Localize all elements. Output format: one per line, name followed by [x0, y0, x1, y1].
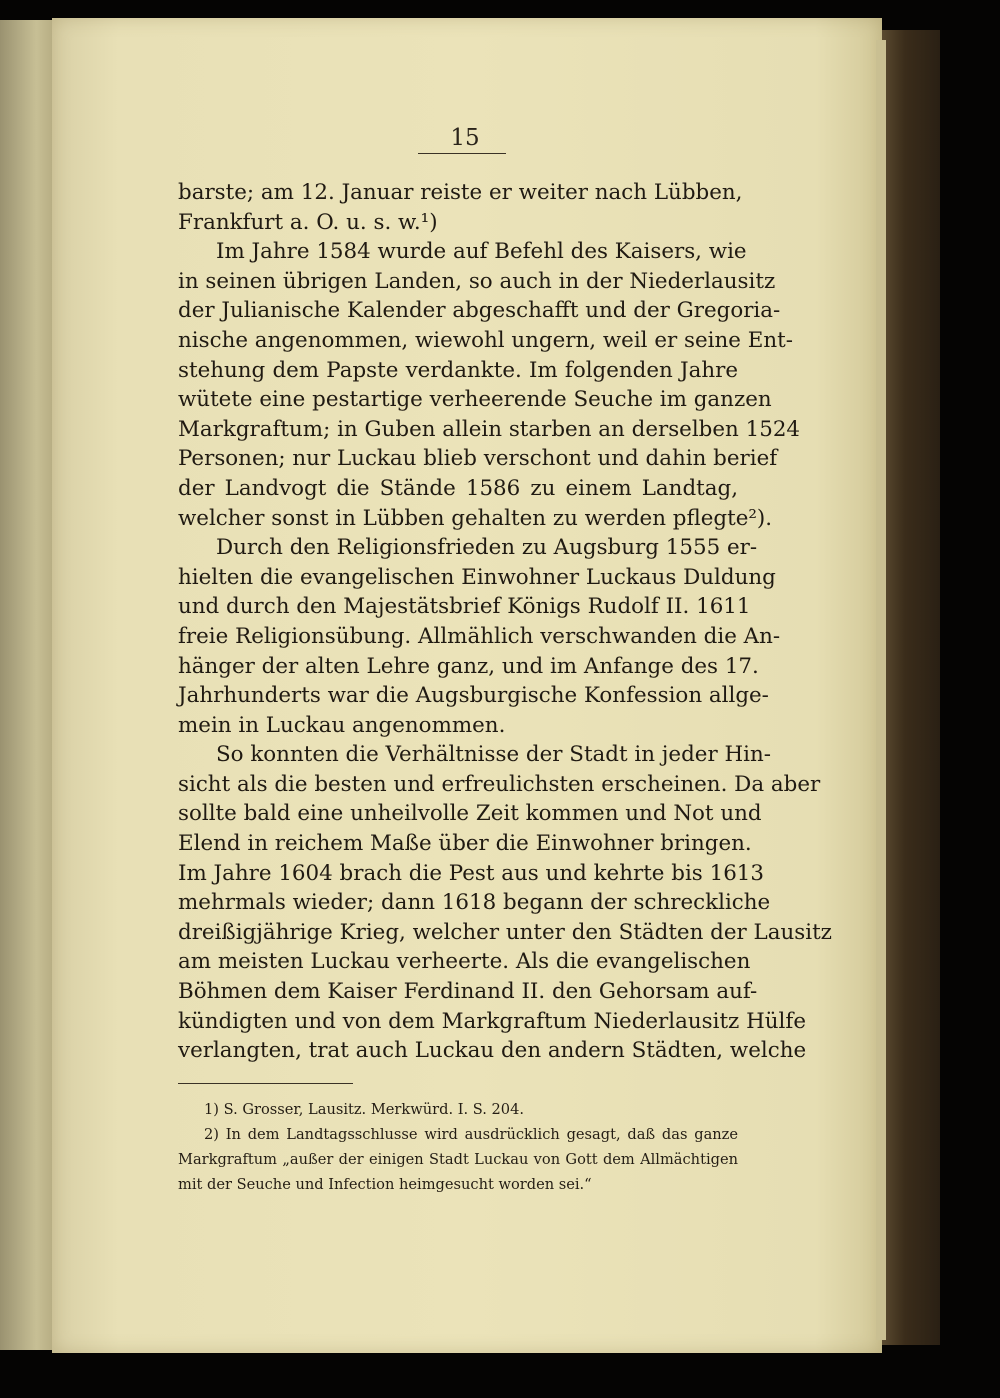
- text-line: mehrmals wieder; dann 1618 begann der schreckliche: [178, 890, 771, 916]
- book-cover-edge: [882, 30, 940, 1345]
- page-number: 15: [450, 125, 480, 151]
- body-text: [178, 178, 832, 1066]
- text-line: dreißigjährige Krieg, welcher unter den Städten der Lausitz: [178, 919, 832, 945]
- text-line: welcher sonst in Lübben gehalten zu werden pflegte²).: [178, 505, 773, 531]
- text-line: Markgraftum; in Guben allein starben an derselben 1524: [178, 416, 801, 442]
- text-line: So konnten die Verhältnisse der Stadt in jeder Hin-: [216, 742, 771, 768]
- text-line: Jahrhunderts war die Augsburgische Konfession allge-: [178, 683, 769, 709]
- text-line: Im Jahre 1584 wurde auf Befehl des Kaisers, wie: [216, 239, 747, 265]
- text-line: sicht als die besten und erfreulichsten erscheinen. Da aber: [178, 771, 821, 797]
- text-line: in seinen übrigen Landen, so auch in der Niederlausitz: [178, 268, 776, 294]
- footnote-line: mit der Seuche und Infection heimgesucht worden sei.“: [178, 1176, 592, 1193]
- text-line: kündigten und von dem Markgraftum Niederlausitz Hülfe: [178, 1008, 806, 1034]
- footnotes: [178, 1097, 738, 1197]
- text-line: Durch den Religionsfrieden zu Augsburg 1555 er-: [216, 535, 758, 561]
- text-line: mein in Luckau angenommen.: [178, 712, 506, 738]
- text-line: stehung dem Papste verdankte. Im folgenden Jahre: [178, 357, 738, 383]
- text-line: Im Jahre 1604 brach die Pest aus und kehrte bis 1613: [178, 860, 765, 886]
- text-line: Frankfurt a. O. u. s. w.¹): [178, 209, 438, 235]
- text-line: und durch den Majestätsbrief Königs Rudolf II. 1611: [178, 594, 751, 620]
- text-line: Böhmen dem Kaiser Ferdinand II. den Gehorsam auf-: [178, 979, 758, 1005]
- text-line: Personen; nur Luckau blieb verschont und dahin berief: [178, 446, 778, 472]
- footnote-rule: [178, 1083, 353, 1084]
- text-line: sollte bald eine unheilvolle Zeit kommen und Not und: [178, 801, 762, 827]
- footnote-line: 2) In dem Landtagsschlusse wird ausdrücklich gesagt, daß das ganze: [204, 1126, 738, 1143]
- facing-page-edge: [0, 20, 52, 1350]
- footnote-line: 1) S. Grosser, Lausitz. Merkwürd. I. S. 204.: [204, 1101, 525, 1118]
- text-line: der Landvogt die Stände 1586 zu einem Landtag,: [178, 475, 738, 501]
- text-line: freie Religionsübung. Allmählich verschwanden die An-: [178, 623, 781, 649]
- text-line: verlangten, trat auch Luckau den andern Städten, welche: [178, 1038, 807, 1064]
- text-line: barste; am 12. Januar reiste er weiter nach Lübben,: [178, 180, 743, 205]
- text-line: nische angenommen, wiewohl ungern, weil er seine Ent-: [178, 327, 793, 353]
- text-line: wütete eine pestartige verheerende Seuche im ganzen: [178, 387, 772, 413]
- text-line: Elend in reichem Maße über die Einwohner bringen.: [178, 831, 752, 857]
- page-number-rule: [418, 153, 506, 154]
- text-line: der Julianische Kalender abgeschafft und der Gregoria-: [178, 298, 781, 324]
- text-line: hänger der alten Lehre ganz, und im Anfange des 17.: [178, 653, 759, 679]
- footnote-line: Markgraftum „außer der einigen Stadt Luckau von Gott dem Allmächtigen: [178, 1151, 738, 1168]
- page-stack-edge: [876, 40, 886, 1340]
- text-line: am meisten Luckau verheerte. Als die evangelischen: [178, 949, 751, 975]
- text-line: hielten die evangelischen Einwohner Luckaus Duldung: [178, 564, 776, 590]
